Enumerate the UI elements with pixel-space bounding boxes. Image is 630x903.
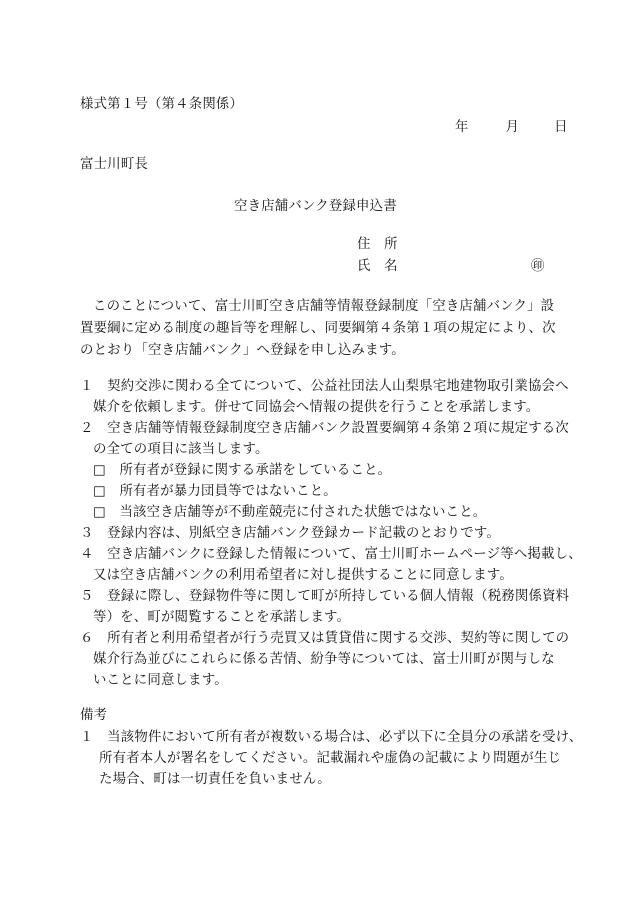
address-label: 住 所 xyxy=(357,237,398,252)
item-1-line: 媒介を依頼します。併せて同協会へ情報の提供を行うことを承諾します。 xyxy=(93,400,540,415)
checklist-item: □ 所有者が登録に関する承諾をしていること。 xyxy=(93,463,392,478)
intro-line: このことについて、富士川町空き店舗等情報登録制度「空き店舗バンク」設 xyxy=(93,299,555,314)
name-label: 氏 名 xyxy=(357,259,398,274)
intro-line: のとおり「空き店舗バンク」へ登録を申し込みます。 xyxy=(80,343,405,358)
item-6-line: ６ 所有者と利用希望者が行う売買又は賃貸借に関する交渉、契約等に関しての xyxy=(80,631,570,646)
item-5-line: ５ 登録に際し、登録物件等に関して町が所持している個人情報（税務関係資料 xyxy=(80,589,570,604)
remarks-heading: 備考 xyxy=(80,708,108,723)
item-6-line: いことに同意します。 xyxy=(93,673,228,688)
remark-1-line: た場合、町は一切責任を負いません。 xyxy=(99,772,331,787)
seal-mark: ㊞ xyxy=(531,259,545,274)
item-2-line: ２ 空き店舗等情報登録制度空き店舗バンク設置要綱第４条第２項に規定する次 xyxy=(80,421,569,436)
item-3-line: ３ 登録内容は、別紙空き店舗バンク登録カード記載のとおりです。 xyxy=(80,526,500,541)
date-day: 日 xyxy=(554,120,568,135)
date-line xyxy=(455,117,568,138)
item-6-line: 媒介行為並びにこれらに係る苦情、紛争等については、富士川町が関与しな xyxy=(93,652,555,667)
checklist-item: □ 所有者が暴力団員等ではないこと。 xyxy=(93,484,337,499)
item-2-line: の全ての項目に該当します。 xyxy=(93,442,269,457)
addressee: 富士川町長 xyxy=(80,157,148,172)
form-number: 様式第１号（第４条関係） xyxy=(80,97,244,112)
item-4-line: 又は空き店舗バンクの利用希望者に対し提供することに同意します。 xyxy=(93,568,513,583)
checklist-item: □ 当該空き店舗等が不動産競売に付された状態ではないこと。 xyxy=(93,505,487,520)
remark-1-line: １ 当該物件において所有者が複数いる場合は、必ず以下に全員分の承諾を受け、 xyxy=(80,730,583,745)
intro-line: 置要綱に定める制度の趣旨等を理解し、同要綱第４条第１項の規定により、次 xyxy=(80,321,556,336)
item-5-line: 等）を、町が閲覧することを承諾します。 xyxy=(93,610,351,625)
document-title: 空き店舗バンク登録申込書 xyxy=(234,199,397,214)
date-month: 月 xyxy=(505,120,520,135)
item-1-line: １ 契約交渉に関わる全てについて、公益社団法人山梨県宅地建物取引業協会へ xyxy=(80,379,569,394)
item-4-line: ４ 空き店舗バンクに登録した情報について、富士川町ホームページ等へ掲載し、 xyxy=(80,547,582,562)
remark-1-line: 所有者本人が署名をしてください。記載漏れや虚偽の記載により問題が生じ xyxy=(99,751,562,766)
date-year: 年 xyxy=(455,120,469,135)
